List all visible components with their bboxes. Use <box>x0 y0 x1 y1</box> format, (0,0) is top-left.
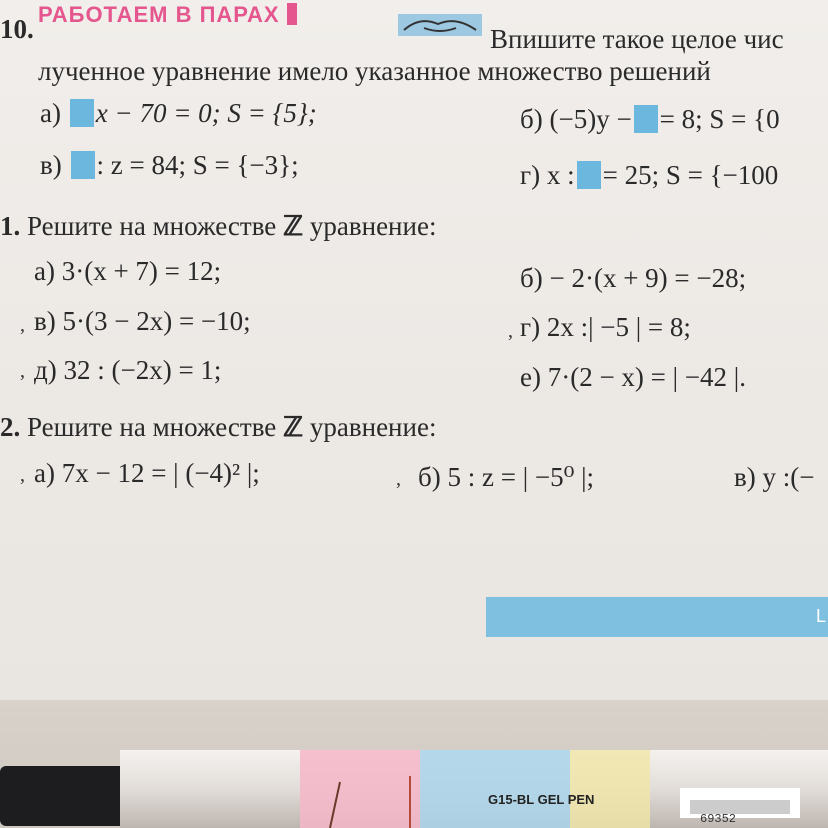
pen-barcode-digits: 69352 <box>700 812 737 826</box>
exercise-10-heading-2: лученное уравнение имело указанное множество решений <box>38 56 711 86</box>
integer-set-symbol: ℤ <box>283 211 304 241</box>
integer-set-symbol: ℤ <box>283 412 304 442</box>
answer-blank <box>71 151 95 179</box>
ex12-item-a: а) 7x − 12 = | (−4)² |; <box>34 458 260 488</box>
equation-part: x : <box>546 160 575 190</box>
ex10-item-v <box>40 150 299 180</box>
pencil-mark: , <box>20 314 25 336</box>
ex10-item-a <box>40 98 317 128</box>
answer-blank <box>577 161 601 189</box>
exclamation-icon <box>287 3 297 25</box>
exercise-12-number: 2. <box>0 412 21 442</box>
blue-bar-letter: L <box>816 606 827 626</box>
ex12-item-v: в) y :(− <box>734 462 815 492</box>
ex10-item-g <box>520 160 778 190</box>
exercise-11-heading <box>0 211 436 241</box>
equation-part: = 25; S = {−100 <box>602 160 779 190</box>
ex11-item-d: д) 32 : (−2x) = 1; <box>34 355 222 385</box>
pencil-mark: , <box>396 468 401 490</box>
ex11-item-a: а) 3·(x + 7) = 12; <box>34 256 222 286</box>
answer-blank <box>634 105 658 133</box>
exercise-10-heading-1: Впишите такое целое чис <box>490 24 784 54</box>
handshake-icon <box>398 8 482 42</box>
item-label: а) <box>40 98 61 128</box>
ex12-item-b: б) 5 : z = | −5⁰ |; <box>418 462 595 492</box>
answer-blank <box>70 99 94 127</box>
ex11-item-g: г) 2x :| −5 | = 8; <box>520 312 691 342</box>
exercise-12-heading <box>0 412 436 442</box>
blue-section-bar <box>486 597 828 637</box>
pen-brand-label: G15-BL GEL PEN <box>488 792 595 807</box>
item-label: б) <box>520 104 543 134</box>
exercise-title: Решите на множестве <box>27 412 277 442</box>
ex10-item-b <box>520 104 780 134</box>
pencil-mark: , <box>20 464 25 486</box>
ex11-item-e: е) 7·(2 − x) = | −42 |. <box>520 362 746 392</box>
equation: : z = 84; S = {−3}; <box>96 150 299 180</box>
item-label: г) <box>520 160 541 190</box>
pencil-mark: , <box>508 320 513 342</box>
pair-work-banner <box>38 2 297 28</box>
ex11-item-v: в) 5·(3 − 2x) = −10; <box>34 306 251 336</box>
exercise-10-number: 10. <box>0 14 34 44</box>
item-label: в) <box>40 150 62 180</box>
exercise-title-end: уравнение: <box>309 211 437 241</box>
equation: x − 70 = 0; S = {5}; <box>95 98 317 128</box>
ex11-item-b: б) − 2·(x + 9) = −28; <box>520 263 747 293</box>
pencil-mark: , <box>20 360 25 382</box>
exercise-title: Решите на множестве <box>27 211 277 241</box>
exercise-title-end: уравнение: <box>309 412 437 442</box>
exercise-11-number: 1. <box>0 211 21 241</box>
equation-part: = 8; S = {0 <box>659 104 780 134</box>
pair-work-text: РАБОТАЕМ В ПАРАХ <box>38 2 280 27</box>
equation-part: (−5)y − <box>549 104 632 134</box>
